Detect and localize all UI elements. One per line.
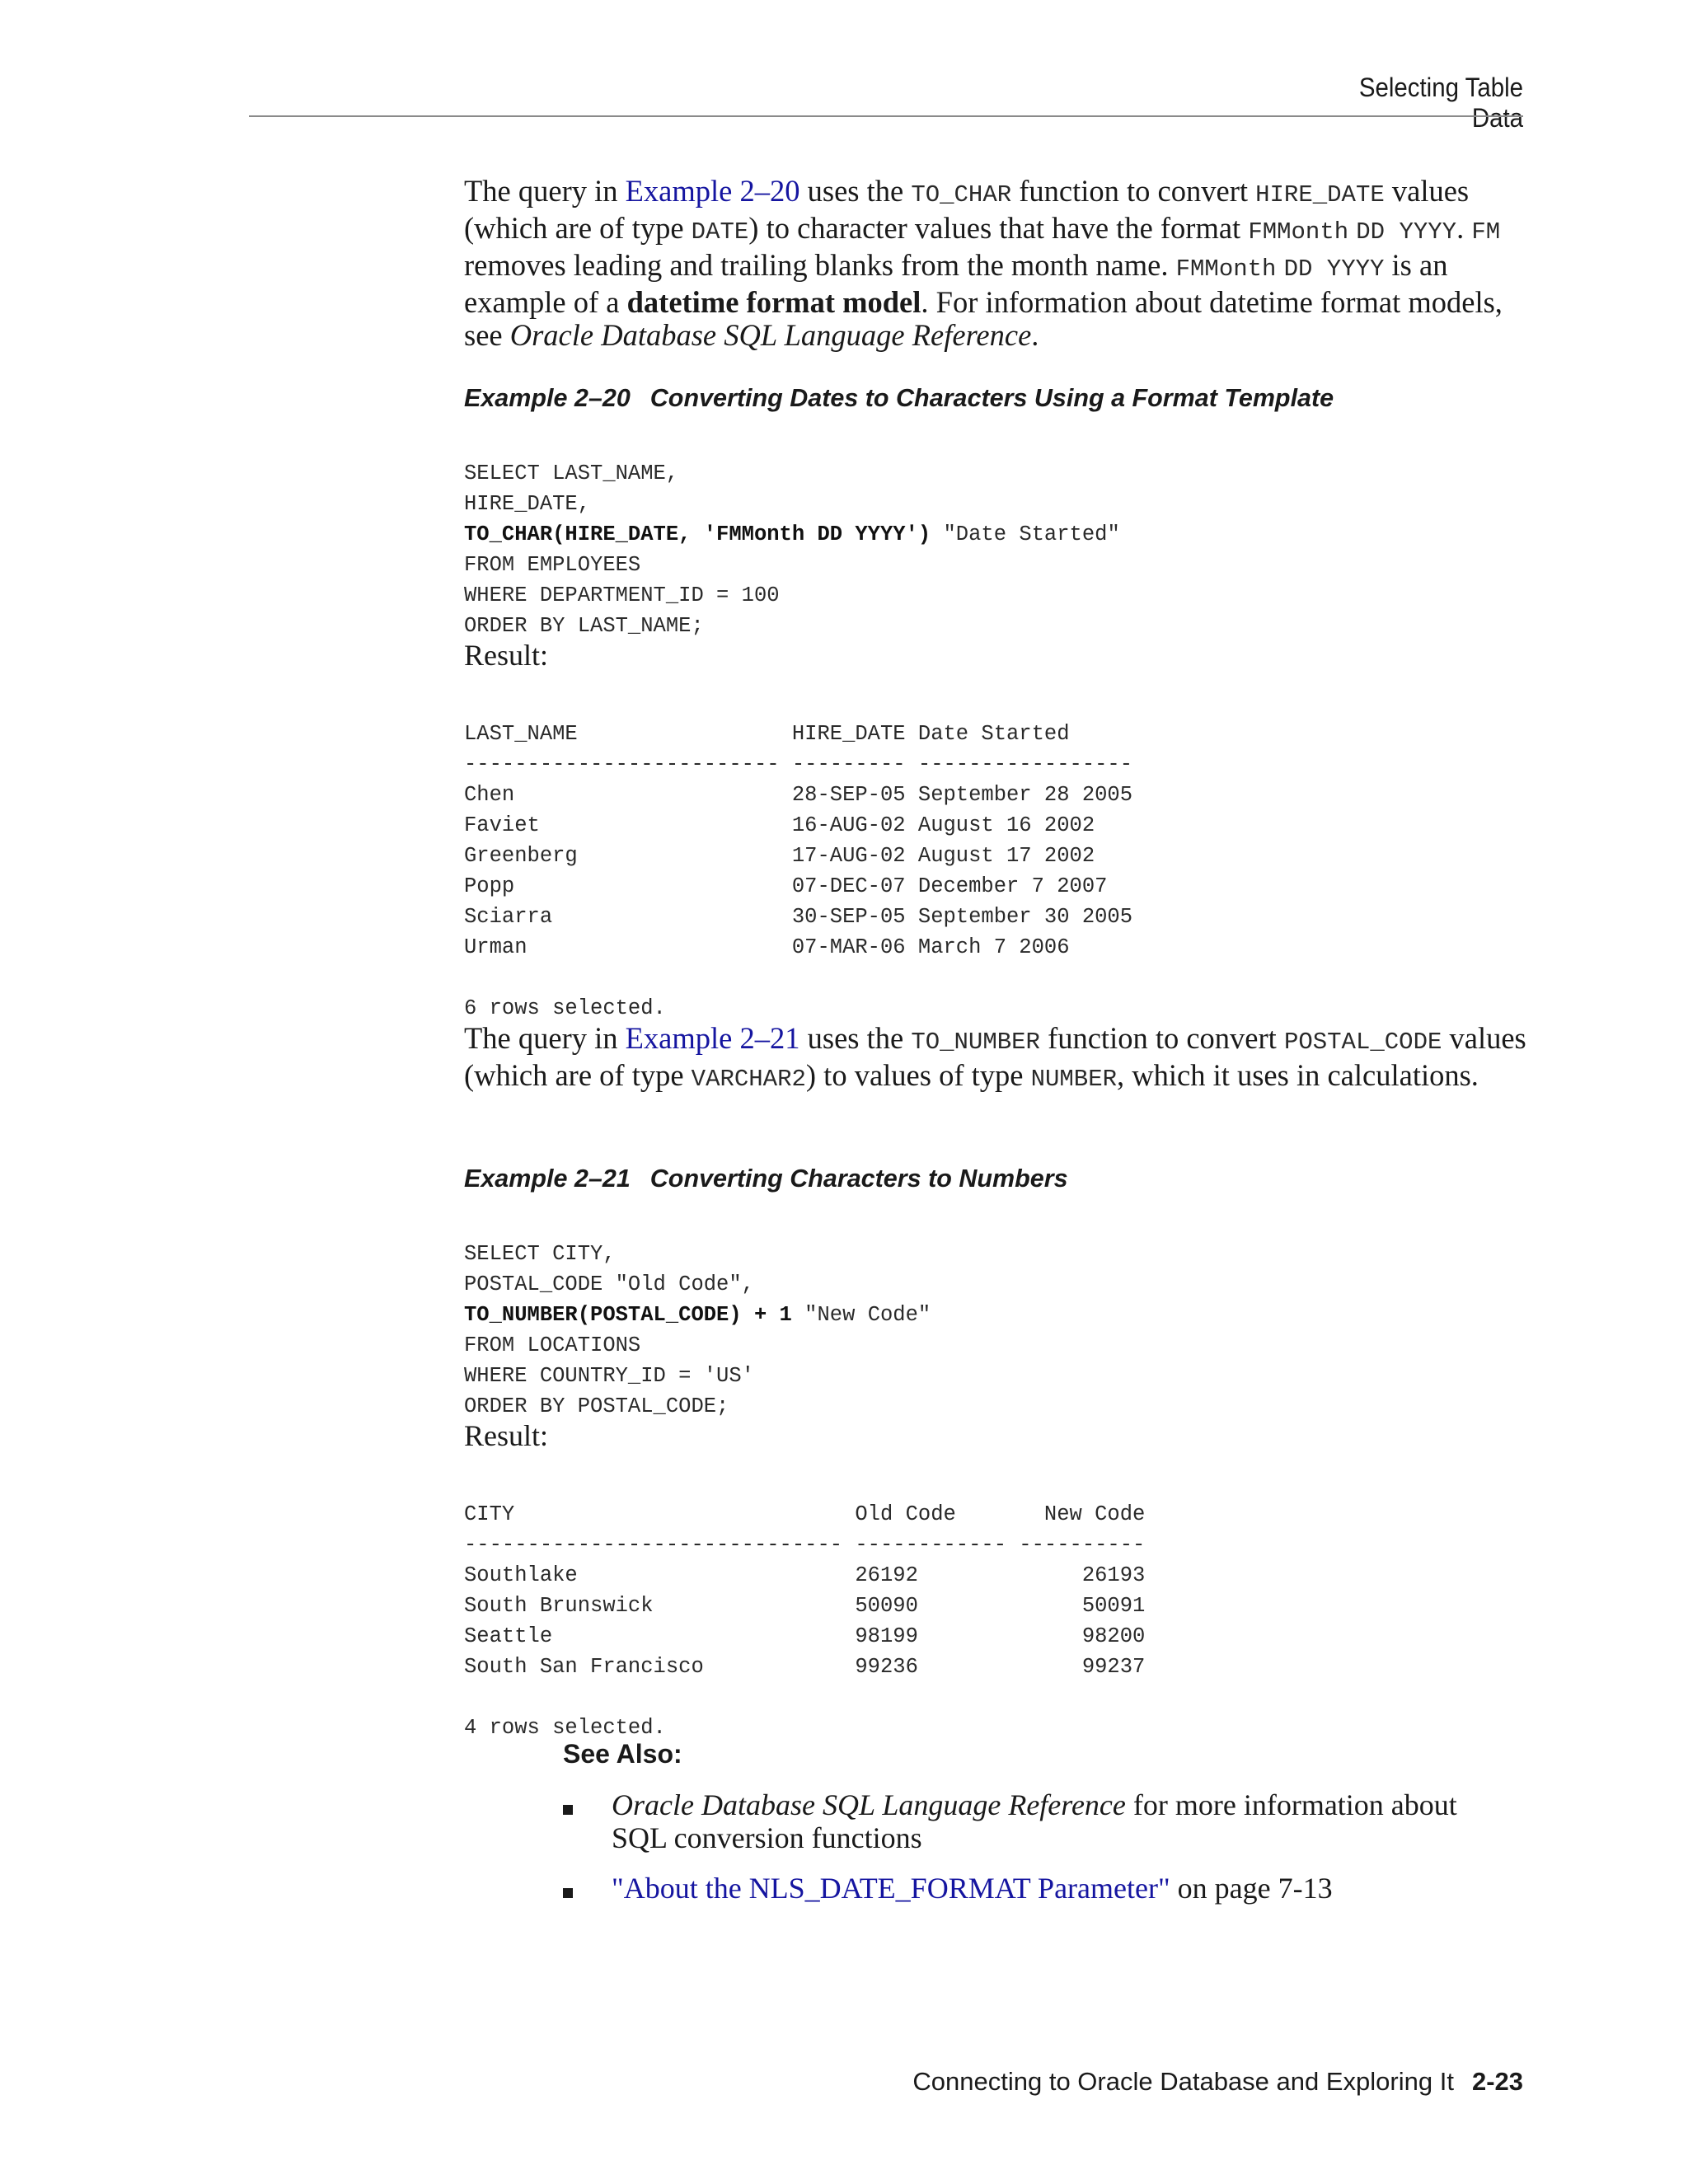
- result-line: Greenberg 17-AUG-02 August 17 2002: [464, 844, 1095, 868]
- result-line: [464, 1682, 1145, 1713]
- result-line: ------------------------- --------- -----------------: [464, 752, 1133, 776]
- nls-date-format-link[interactable]: "About the NLS_DATE_FORMAT Parameter": [612, 1872, 1170, 1905]
- result-line: Urman 07-MAR-06 March 7 2006: [464, 935, 1070, 959]
- code-line: ORDER BY LAST_NAME;: [464, 614, 704, 638]
- result-line: South San Francisco 99236 99237: [464, 1655, 1146, 1679]
- code-line: TO_NUMBER(POSTAL_CODE) + 1 "New Code": [464, 1303, 931, 1327]
- result-line: Southlake 26192 26193: [464, 1563, 1146, 1587]
- intro-paragraph-2: The query in Example 2–21 uses the TO_NUMBER function to convert POSTAL_CODE values (which are of type VARCHAR2) to values of type NUMBER, which it uses in calculations.: [464, 1021, 1526, 1093]
- see-also-item-1: Oracle Database SQL Language Reference for more information about SQL conversion functions: [612, 1788, 1457, 1854]
- example-2-20-title: Example 2–20 Converting Dates to Characters Using a Format Template: [464, 384, 1334, 412]
- result-line: Seattle 98199 98200: [464, 1624, 1146, 1648]
- code-line: SELECT CITY,: [464, 1242, 616, 1266]
- term-datetime-format-model: datetime format model: [626, 285, 921, 319]
- page-footer: [824, 2067, 1523, 2097]
- intro-paragraph-1: The query in Example 2–20 uses the TO_CHAR function to convert HIRE_DATE values (which are of type DATE) to character values that have the format FMMonth DD YYYY. FM removes leading and trailing blanks from the month name. FMMonth DD YYYY is an example of a datetime format model. For information about datetime format models, see Oracle Database SQL Language Reference.: [464, 174, 1503, 352]
- code-line: FROM LOCATIONS: [464, 1333, 641, 1357]
- reference-title: Oracle Database SQL Language Reference: [509, 318, 1032, 352]
- code-line: POSTAL_CODE "Old Code",: [464, 1272, 754, 1296]
- example-2-21-link[interactable]: Example 2–21: [625, 1021, 800, 1055]
- running-header: Selecting Table Data: [1358, 73, 1523, 133]
- code-line: WHERE DEPARTMENT_ID = 100: [464, 583, 780, 607]
- example-2-20-code: [464, 428, 1120, 672]
- example-2-21-code: [464, 1208, 931, 1452]
- code-line: HIRE_DATE,: [464, 492, 591, 516]
- result-line: ------------------------------ ------------ ----------: [464, 1533, 1146, 1557]
- rows-selected: 6 rows selected.: [464, 996, 666, 1020]
- example-2-20-link[interactable]: Example 2–20: [625, 174, 800, 208]
- result-line: Chen 28-SEP-05 September 28 2005: [464, 783, 1133, 807]
- footer-chapter-title: Connecting to Oracle Database and Exploring It: [912, 2067, 1454, 2096]
- code-line: SELECT LAST_NAME,: [464, 462, 679, 485]
- result-line: South Brunswick 50090 50091: [464, 1594, 1146, 1618]
- code-line: TO_CHAR(HIRE_DATE, 'FMMonth DD YYYY') "Date Started": [464, 523, 1120, 546]
- rows-selected: 4 rows selected.: [464, 1716, 666, 1740]
- page-number: 2-23: [1471, 2067, 1523, 2096]
- result-label-2: Result:: [464, 1419, 549, 1452]
- reference-title: Oracle Database SQL Language Reference: [612, 1788, 1126, 1821]
- code-line: ORDER BY POSTAL_CODE;: [464, 1394, 729, 1418]
- example-2-21-result: [464, 1469, 1145, 1774]
- bullet-icon: [563, 1888, 573, 1898]
- result-line: CITY Old Code New Code: [464, 1502, 1146, 1526]
- result-line: Faviet 16-AUG-02 August 16 2002: [464, 813, 1095, 837]
- result-label-1: Result:: [464, 639, 549, 672]
- see-also-heading: See Also:: [563, 1739, 682, 1769]
- header-rule: [249, 115, 1523, 117]
- code-line: WHERE COUNTRY_ID = 'US': [464, 1364, 754, 1388]
- result-line: Popp 07-DEC-07 December 7 2007: [464, 874, 1108, 898]
- result-line: Sciarra 30-SEP-05 September 30 2005: [464, 905, 1133, 929]
- code-line: FROM EMPLOYEES: [464, 553, 641, 577]
- bullet-icon: [563, 1805, 573, 1815]
- example-2-21-title: Example 2–21 Converting Characters to Numbers: [464, 1165, 1068, 1193]
- result-line: [464, 963, 1132, 993]
- result-line: LAST_NAME HIRE_DATE Date Started: [464, 722, 1070, 746]
- example-2-20-result: [464, 688, 1132, 1054]
- see-also-item-2: "About the NLS_DATE_FORMAT Parameter" on page 7-13: [612, 1872, 1333, 1905]
